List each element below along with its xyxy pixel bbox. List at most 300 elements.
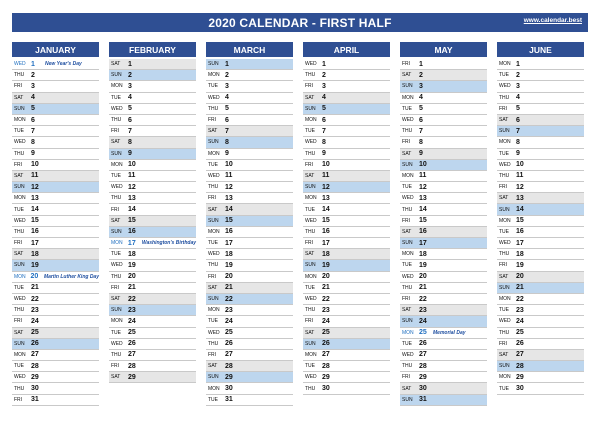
day-number: 1: [419, 60, 423, 68]
day-number: 22: [419, 295, 427, 303]
weekday-label: TUE: [305, 284, 315, 291]
day-row: [400, 149, 487, 160]
day-number: 15: [516, 217, 524, 225]
day-row: [303, 171, 390, 182]
day-number: 7: [322, 127, 326, 135]
weekday-label: SUN: [305, 262, 316, 269]
weekday-label: SAT: [208, 363, 218, 370]
day-number: 25: [419, 329, 427, 337]
day-number: 24: [322, 317, 330, 325]
day-number: 8: [31, 138, 35, 146]
weekday-label: SAT: [14, 94, 24, 101]
day-number: 2: [128, 71, 132, 79]
weekday-label: FRI: [208, 273, 217, 280]
day-number: 8: [225, 138, 229, 146]
weekday-label: THU: [402, 206, 413, 213]
day-row: [206, 361, 293, 372]
day-row: [497, 283, 584, 294]
weekday-label: FRI: [305, 161, 314, 168]
weekday-label: MON: [14, 117, 26, 124]
weekday-label: SAT: [305, 94, 315, 101]
day-number: 14: [128, 206, 136, 214]
day-row: [400, 182, 487, 193]
day-row: [303, 238, 390, 249]
day-number: 24: [128, 317, 136, 325]
day-number: 22: [225, 295, 233, 303]
weekday-label: SAT: [499, 117, 509, 124]
day-number: 29: [225, 373, 233, 381]
day-row: [400, 160, 487, 171]
weekday-label: MON: [402, 172, 414, 179]
day-number: 3: [419, 82, 423, 90]
weekday-label: MON: [14, 195, 26, 202]
day-number: 10: [128, 161, 136, 169]
weekday-label: THU: [402, 284, 413, 291]
weekday-label: THU: [111, 351, 122, 358]
month-column: [109, 42, 196, 383]
weekday-label: SUN: [402, 83, 413, 90]
day-row: [206, 104, 293, 115]
day-row: [497, 350, 584, 361]
holiday-label: New Year's Day: [45, 61, 82, 68]
weekday-label: FRI: [111, 128, 120, 135]
day-row: [206, 81, 293, 92]
day-row: [109, 115, 196, 126]
day-number: 30: [516, 385, 524, 393]
day-number: 23: [128, 306, 136, 314]
day-row: [12, 238, 99, 249]
day-row: [497, 137, 584, 148]
month-column: [12, 42, 99, 406]
day-number: 8: [322, 138, 326, 146]
weekday-label: TUE: [305, 206, 315, 213]
day-row: [303, 204, 390, 215]
day-number: 18: [128, 250, 136, 258]
weekday-label: WED: [305, 139, 317, 146]
weekday-label: SAT: [111, 217, 121, 224]
day-row: [12, 204, 99, 215]
day-row: [303, 372, 390, 383]
day-number: 6: [128, 116, 132, 124]
day-number: 19: [419, 261, 427, 269]
day-row: [497, 383, 584, 394]
weekday-label: SUN: [499, 284, 510, 291]
day-row: [497, 339, 584, 350]
day-row: [12, 126, 99, 137]
day-number: 9: [322, 150, 326, 158]
day-row: [303, 160, 390, 171]
day-number: 17: [516, 239, 524, 247]
day-row: [12, 104, 99, 115]
day-row: [109, 350, 196, 361]
day-number: 16: [419, 228, 427, 236]
day-number: 10: [225, 161, 233, 169]
day-row: [206, 316, 293, 327]
weekday-label: TUE: [111, 94, 121, 101]
day-number: 29: [322, 373, 330, 381]
day-row: [109, 227, 196, 238]
day-row: [206, 272, 293, 283]
day-row: [497, 238, 584, 249]
day-number: 17: [322, 239, 330, 247]
weekday-label: THU: [305, 150, 316, 157]
day-number: 30: [225, 385, 233, 393]
day-number: 9: [419, 150, 423, 158]
day-row: [109, 316, 196, 327]
day-number: 12: [31, 183, 39, 191]
day-number: 26: [516, 340, 524, 348]
day-number: 21: [128, 284, 136, 292]
day-number: 16: [322, 228, 330, 236]
weekday-label: TUE: [208, 83, 218, 90]
month-header: MAY: [400, 42, 487, 57]
holiday-label: Washington's Birthday: [141, 240, 196, 247]
day-row: [206, 115, 293, 126]
day-number: 4: [419, 94, 423, 102]
day-number: 23: [516, 306, 524, 314]
month-column: [400, 42, 487, 406]
weekday-label: SUN: [111, 72, 122, 79]
day-number: 26: [225, 340, 233, 348]
day-number: 17: [31, 239, 39, 247]
weekday-label: MON: [208, 228, 220, 235]
weekday-label: WED: [208, 172, 220, 179]
weekday-label: SUN: [402, 396, 413, 403]
day-row: [12, 149, 99, 160]
day-row: [400, 395, 487, 406]
day-number: 9: [31, 150, 35, 158]
weekday-label: SUN: [111, 228, 122, 235]
weekday-label: WED: [402, 117, 414, 124]
day-number: 15: [225, 217, 233, 225]
weekday-label: SAT: [305, 251, 315, 258]
day-row: [12, 59, 99, 70]
day-number: 31: [419, 396, 427, 404]
day-row: [206, 395, 293, 406]
day-number: 15: [128, 217, 136, 225]
weekday-label: MON: [499, 139, 511, 146]
weekday-label: MON: [305, 195, 317, 202]
day-number: 6: [322, 116, 326, 124]
weekday-label: TUE: [111, 251, 121, 258]
day-row: [109, 93, 196, 104]
day-number: 25: [31, 329, 39, 337]
day-row: [497, 81, 584, 92]
day-number: 8: [128, 138, 132, 146]
day-number: 20: [128, 273, 136, 281]
day-number: 2: [31, 71, 35, 79]
weekday-label: FRI: [402, 374, 411, 381]
day-number: 20: [322, 273, 330, 281]
weekday-label: MON: [499, 217, 511, 224]
day-row: [206, 182, 293, 193]
day-number: 6: [31, 116, 35, 124]
day-number: 19: [322, 261, 330, 269]
weekday-label: THU: [402, 363, 413, 370]
weekday-label: WED: [14, 61, 26, 68]
weekday-label: FRI: [402, 296, 411, 303]
day-row: [12, 216, 99, 227]
day-row: [400, 283, 487, 294]
day-row: [109, 305, 196, 316]
day-number: 18: [322, 250, 330, 258]
day-row: [303, 316, 390, 327]
weekday-label: TUE: [14, 128, 24, 135]
day-number: 12: [322, 183, 330, 191]
day-row: [12, 339, 99, 350]
day-row: [109, 328, 196, 339]
page-title: 2020 CALENDAR - FIRST HALF: [208, 15, 392, 30]
day-row: [303, 361, 390, 372]
weekday-label: MON: [499, 296, 511, 303]
day-number: 21: [322, 284, 330, 292]
day-number: 24: [419, 317, 427, 325]
day-number: 5: [31, 105, 35, 113]
day-row: [12, 272, 99, 283]
day-row: [109, 137, 196, 148]
day-row: [12, 395, 99, 406]
day-row: [497, 272, 584, 283]
day-row: [12, 193, 99, 204]
weekday-label: TUE: [499, 72, 509, 79]
weekday-label: FRI: [499, 262, 508, 269]
day-number: 8: [516, 138, 520, 146]
day-number: 13: [419, 194, 427, 202]
weekday-label: FRI: [14, 83, 23, 90]
day-row: [400, 249, 487, 260]
weekday-label: WED: [208, 94, 220, 101]
weekday-label: THU: [305, 72, 316, 79]
weekday-label: TUE: [208, 240, 218, 247]
weekday-label: SAT: [111, 139, 121, 146]
weekday-label: TUE: [208, 161, 218, 168]
day-number: 21: [419, 284, 427, 292]
weekday-label: TUE: [499, 385, 509, 392]
weekday-label: MON: [208, 385, 220, 392]
weekday-label: SUN: [402, 240, 413, 247]
day-number: 20: [30, 273, 39, 281]
weekday-label: FRI: [305, 318, 314, 325]
day-number: 19: [225, 261, 233, 269]
day-number: 13: [128, 194, 136, 202]
weekday-label: TUE: [111, 329, 121, 336]
weekday-label: THU: [14, 228, 25, 235]
weekday-label: THU: [499, 94, 510, 101]
weekday-label: WED: [305, 217, 317, 224]
day-row: [303, 137, 390, 148]
weekday-label: FRI: [208, 351, 217, 358]
day-number: 11: [31, 172, 39, 180]
day-row: [109, 193, 196, 204]
day-row: [400, 305, 487, 316]
weekday-label: THU: [14, 307, 25, 314]
day-number: 31: [31, 396, 39, 404]
weekday-label: SAT: [499, 195, 509, 202]
day-number: 17: [225, 239, 233, 247]
day-row: [497, 104, 584, 115]
day-row: [497, 59, 584, 70]
weekday-label: MON: [14, 273, 26, 280]
day-row: [206, 383, 293, 394]
day-number: 27: [31, 351, 39, 359]
day-row: [206, 328, 293, 339]
day-row: [400, 104, 487, 115]
day-row: [12, 160, 99, 171]
weekday-label: MON: [111, 161, 123, 168]
day-number: 24: [225, 317, 233, 325]
day-number: 26: [322, 340, 330, 348]
weekday-label: WED: [305, 61, 317, 68]
day-number: 15: [419, 217, 427, 225]
day-row: [400, 339, 487, 350]
day-number: 23: [225, 306, 233, 314]
weekday-label: WED: [208, 329, 220, 336]
day-number: 27: [516, 351, 524, 359]
day-row: [303, 104, 390, 115]
day-row: [12, 283, 99, 294]
day-row: [497, 204, 584, 215]
weekday-label: MON: [499, 374, 511, 381]
day-row: [303, 383, 390, 394]
day-row: [400, 137, 487, 148]
weekday-label: WED: [111, 262, 123, 269]
day-row: [497, 70, 584, 81]
weekday-label: FRI: [14, 318, 23, 325]
weekday-label: WED: [499, 83, 511, 90]
day-number: 27: [128, 351, 136, 359]
weekday-label: THU: [208, 105, 219, 112]
weekday-label: SAT: [208, 284, 218, 291]
day-row: [400, 272, 487, 283]
weekday-label: WED: [402, 351, 414, 358]
weekday-label: SAT: [499, 273, 509, 280]
day-number: 25: [225, 329, 233, 337]
weekday-label: THU: [111, 273, 122, 280]
weekday-label: SAT: [499, 351, 509, 358]
day-row: [303, 93, 390, 104]
day-row: [303, 59, 390, 70]
day-row: [400, 59, 487, 70]
day-number: 30: [322, 385, 330, 393]
weekday-label: FRI: [402, 139, 411, 146]
weekday-label: SAT: [402, 72, 412, 79]
weekday-label: WED: [14, 374, 26, 381]
weekday-label: MON: [111, 83, 123, 90]
weekday-label: THU: [305, 228, 316, 235]
day-number: 7: [419, 127, 423, 135]
day-number: 26: [31, 340, 39, 348]
weekday-label: THU: [499, 172, 510, 179]
weekday-label: SAT: [208, 206, 218, 213]
day-row: [109, 249, 196, 260]
day-row: [206, 149, 293, 160]
day-row: [303, 350, 390, 361]
weekday-label: TUE: [402, 105, 412, 112]
weekday-label: SUN: [305, 184, 316, 191]
day-row: [497, 316, 584, 327]
day-row: [109, 126, 196, 137]
day-row: [12, 81, 99, 92]
day-number: 5: [419, 105, 423, 113]
day-number: 6: [225, 116, 229, 124]
day-row: [206, 137, 293, 148]
day-number: 12: [516, 183, 524, 191]
weekday-label: SAT: [14, 329, 24, 336]
weekday-label: SUN: [208, 61, 219, 68]
day-number: 17: [419, 239, 427, 247]
day-number: 4: [516, 94, 520, 102]
day-row: [497, 227, 584, 238]
day-row: [303, 294, 390, 305]
weekday-label: SUN: [499, 363, 510, 370]
day-number: 25: [322, 329, 330, 337]
month-header: JUNE: [497, 42, 584, 57]
weekday-label: TUE: [14, 284, 24, 291]
day-number: 15: [31, 217, 39, 225]
day-number: 23: [419, 306, 427, 314]
day-row: [109, 283, 196, 294]
day-number: 19: [128, 261, 136, 269]
day-number: 4: [31, 94, 35, 102]
weekday-label: WED: [14, 296, 26, 303]
day-number: 21: [516, 284, 524, 292]
day-row: [109, 70, 196, 81]
day-row: [12, 316, 99, 327]
weekday-label: FRI: [14, 161, 23, 168]
day-row: [206, 193, 293, 204]
weekday-label: THU: [305, 385, 316, 392]
weekday-label: FRI: [402, 61, 411, 68]
weekday-label: FRI: [208, 195, 217, 202]
weekday-label: SAT: [305, 172, 315, 179]
day-number: 3: [31, 82, 35, 90]
day-row: [497, 160, 584, 171]
day-number: 10: [516, 161, 524, 169]
day-number: 7: [128, 127, 132, 135]
day-row: [497, 149, 584, 160]
day-number: 23: [322, 306, 330, 314]
day-row: [206, 204, 293, 215]
weekday-label: MON: [208, 307, 220, 314]
weekday-label: THU: [14, 72, 25, 79]
day-row: [12, 171, 99, 182]
weekday-label: FRI: [14, 396, 23, 403]
day-number: 14: [31, 206, 39, 214]
weekday-label: SUN: [208, 139, 219, 146]
day-number: 14: [225, 206, 233, 214]
day-number: 12: [128, 183, 136, 191]
day-row: [303, 70, 390, 81]
weekday-label: MON: [305, 117, 317, 124]
day-number: 11: [516, 172, 524, 180]
weekday-label: TUE: [499, 307, 509, 314]
weekday-label: SAT: [111, 296, 121, 303]
day-row: [400, 93, 487, 104]
day-row: [400, 126, 487, 137]
weekday-label: THU: [111, 117, 122, 124]
day-row: [206, 93, 293, 104]
day-number: 16: [225, 228, 233, 236]
website-link[interactable]: www.calendar.best: [523, 17, 582, 24]
weekday-label: SAT: [14, 251, 24, 258]
weekday-label: WED: [111, 340, 123, 347]
day-number: 15: [322, 217, 330, 225]
day-row: [400, 372, 487, 383]
day-number: 7: [31, 127, 35, 135]
day-row: [109, 104, 196, 115]
weekday-label: WED: [499, 161, 511, 168]
day-number: 8: [419, 138, 423, 146]
